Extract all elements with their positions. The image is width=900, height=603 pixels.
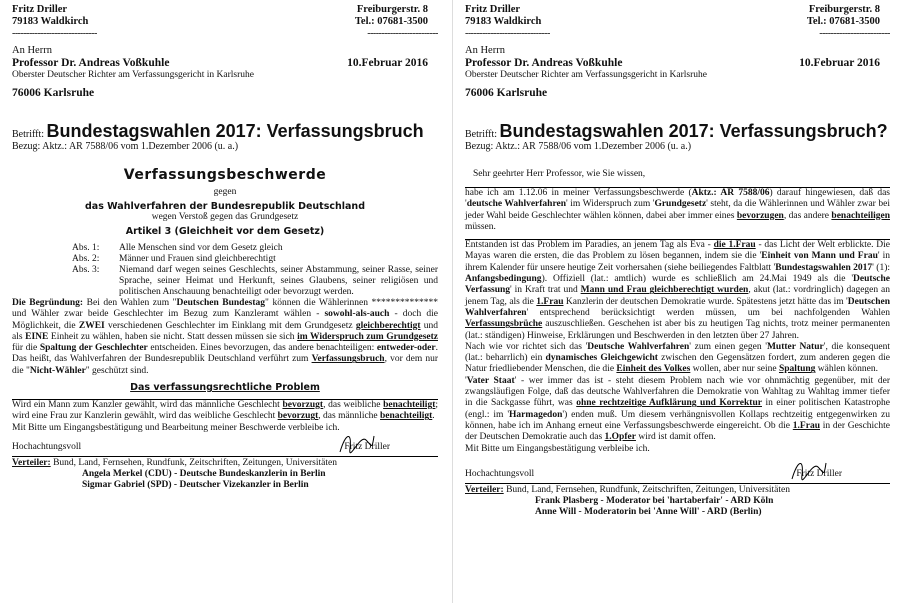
sender-city: 79183 Waldkirch (465, 16, 542, 27)
text-run: Mann und Frau gleichberechtigt wurden (580, 285, 749, 296)
text-run: benachteiligt (380, 411, 433, 422)
text-run: ' zum einen gegen ' (689, 341, 767, 352)
an-herrn: An Herrn (465, 45, 505, 56)
regards: Hochachtungsvoll (12, 441, 82, 452)
text-run: zwischen den Gegensätzen fordert, zum anderen gegen die Natur friedliebender Menschen, die die (465, 353, 890, 375)
text-run: Nach wie vor richtet sich das ' (465, 341, 588, 352)
recipient-city: 76006 Karlsruhe (465, 87, 548, 99)
absatz-item (72, 265, 438, 298)
text-run: ' entsprechend berücksichtigt werden müssen, um bei nachfolgenden Wahlen (526, 307, 890, 318)
recipient-name: Professor Dr. Andreas Voßkuhle (12, 57, 170, 69)
signature-scribble-icon (788, 457, 828, 483)
signature-text: Fritz Driller (796, 468, 842, 479)
absatz-text: Niemand darf wegen seines Geschlechts, seiner Abstammung, seiner Rasse, seiner Sprache, seiner Heimat und Herkunft, seines Glaubens, seiner religiösen und politischen Anschauung benachteiligt oder bevorzugt werden. (119, 265, 438, 297)
text-run: ) darauf hingewiesen, daß das ' (465, 188, 890, 210)
text-run: " können die Wählerinnen ************** und Wähler zwar beide Geschlechter im Bezug zum Kanzleramt wählen - (12, 298, 438, 320)
text-run: Spaltung der Geschlechter (39, 343, 148, 354)
text-run: Wird ein Mann zum Kanzler gewählt, wird das männliche Geschlecht (12, 400, 283, 411)
signature-name (344, 442, 390, 452)
text-run: Harmagedon (509, 409, 563, 420)
text-run: auszuschließen. Geschehen ist aber bis zu heutigen Tag nichts, trotz meiner permanenten (lat.: ständigen) Hinweise, Erklärungen und Beschwerden in den letzten über 27 Jahren. (465, 319, 890, 341)
letter-date: 10.Februar 2016 (799, 57, 880, 69)
text-run: entscheiden. Eines bevorzugen, das andere benachteiligen: (147, 343, 377, 354)
text-run: Deutschen Bundestag (176, 298, 266, 308)
text-run: ZWEI (78, 320, 105, 331)
sender-city: 79183 Waldkirch (12, 16, 89, 27)
letter-page-right (452, 0, 900, 603)
absatz-label: Abs. 1: (72, 243, 100, 253)
absatz-label: Abs. 2: (72, 254, 100, 264)
text-run: Kanzlerin der deutschen Demokratie wurde. Spätestens jetzt hätte das im ' (563, 296, 848, 307)
text-run: in der Geschichte der Deutschen Demokratie auch das (465, 420, 890, 443)
distribution-label: Verteiler: (12, 457, 51, 468)
subject-label: Betrifft: (465, 129, 498, 140)
reference-line: Bezug: Aktz.: AR 7588/06 vom 1.Dezember 2006 (u. a.) (12, 141, 239, 152)
problem-heading-text: Das verfassungsrechtliche Problem (130, 382, 320, 394)
cc-recipient: Anne Will - Moderatorin bei 'Anne Will' - ARD (Berlin) (535, 506, 762, 517)
text-run: bevorzugt (277, 411, 319, 422)
problem-paragraph (12, 400, 438, 423)
text-run: . Das heißt, das Wahlverfahren der Bundesrepublik Deutschland verführt zum (12, 343, 438, 365)
wahlverfahren-heading: das Wahlverfahren der Bundesrepublik Deutschland (84, 201, 365, 212)
signature-block (12, 442, 438, 452)
text-run: , vor dem nur die " (12, 354, 438, 376)
closing-line: Mit Bitte um Eingangsbestätigung verbleibe ich. (465, 443, 650, 454)
text-run: Aktz.: AR 7588/06 (691, 188, 770, 198)
text-run: 1.Opfer (604, 432, 636, 443)
absatz-item (72, 243, 438, 254)
cc-recipient: Angela Merkel (CDU) - Deutsche Bundeskanzlerin in Berlin (82, 468, 326, 479)
text-run: dynamisches Gleichgewicht (545, 353, 658, 364)
sender-name: Fritz Driller (465, 4, 521, 15)
text-run: und als (12, 320, 439, 342)
text-run: ' - wer immer das ist - steht diesem Problem nach wie vor ohnmächtig gegenüber, mit der zwangsläufigen Folge, daß das deutsche Wahlverfahren die Demokratie von Wahltag zu Wahltag immer tiefer in die Sackgasse führt, was (465, 375, 890, 409)
text-run: , das andere (783, 210, 832, 221)
text-run: ohne rechtzeitige Aufklärung und Korrektur (576, 398, 762, 409)
problem-heading (12, 382, 438, 393)
signature-name (796, 469, 842, 479)
cc-recipient: Frank Plasberg - Moderator bei 'hartaberfair' - ARD Köln (535, 495, 774, 506)
text-run: ', die konsequent (lat.: beharrlich) ein (465, 341, 891, 364)
sender-header (12, 4, 438, 28)
text-run: , das männliche (318, 411, 381, 422)
text-run: Bundestagswahlen 2017 (775, 262, 873, 273)
text-run: für die (12, 343, 40, 354)
text-run: ). Offiziell (lat.: amtlich) wurde es schließlich am 24.Mai 1949 als die ' (541, 274, 854, 285)
text-run: Nicht-Wähler (29, 365, 86, 376)
text-run: Verfassungsbruch (311, 354, 385, 365)
text-run: ') enden muß. Um diesem verhängnisvollen Kollaps rechtzeitig entgegenwirken zu können, habe ich im Anhang erneut eine Verfassungsbeschwerde eingereicht. Ob die (465, 409, 890, 431)
an-herrn: An Herrn (12, 45, 52, 56)
text-run: gleichberechtigt (355, 320, 421, 331)
distribution-text: Bund, Land, Fernsehen, Rundfunk, Zeitschriften, Zeitungen, Universitäten (50, 457, 337, 468)
paragraph-3 (465, 342, 890, 376)
distribution-line (465, 485, 890, 496)
text-run: deutsche Wahlverfahren (466, 199, 567, 210)
document-title: Verfassungsbeschwerde (123, 167, 327, 183)
text-run: Die Begründung: (12, 298, 84, 308)
text-run: Deutsche Verfassung (465, 274, 890, 296)
text-run: Grundgesetz (654, 199, 707, 210)
distribution-list (12, 456, 438, 491)
text-run: benachteiligt (383, 400, 436, 411)
signature-text: Fritz Driller (344, 441, 390, 452)
paragraph-4 (465, 376, 890, 444)
subject-label: Betrifft: (12, 129, 45, 140)
distribution-label: Verteiler: (465, 484, 504, 495)
subject-title: Bundestagswahlen 2017: Verfassungsbruch (46, 121, 424, 141)
recipient-address (12, 45, 438, 81)
dash-line: ------------------------------ (12, 28, 97, 39)
distribution-text: Bund, Land, Fernsehen, Rundfunk, Zeitschriften, Zeitungen, Universitäten (503, 484, 790, 495)
text-run: habe ich am 1.12.06 in meiner Verfassungsbeschwerde ( (465, 188, 692, 198)
text-run: Einheit des Volkes (616, 364, 691, 375)
text-run: ' steht, da die Wählerinnen und Wähler zwar bei jeder Wahl beide Geschlechter wählen können, dabei aber immer eines (465, 199, 890, 221)
text-run: müssen. (465, 221, 496, 232)
text-run: wählen können. (815, 364, 878, 375)
recipient-address (465, 45, 890, 81)
recipient-city: 76006 Karlsruhe (12, 87, 95, 99)
text-run: entweder-oder (376, 343, 436, 354)
wegen-line: wegen Verstoß gegen das Grundgesetz (151, 212, 299, 222)
recipient-role: Oberster Deutscher Richter am Verfassungsgericht in Karlsruhe (12, 70, 254, 80)
sender-tel: Tel.: 07681-3500 (806, 16, 880, 27)
gegen: gegen (213, 187, 237, 197)
closing-line: Mit Bitte um Eingangsbestätigung und Bearbeitung meiner Beschwerde verbleibe ich. (12, 422, 340, 433)
text-run: wird ist damit offen. (635, 432, 716, 443)
absatz-item (72, 254, 438, 265)
text-run: " geschützt sind. (85, 365, 149, 376)
signature-block (465, 469, 890, 479)
salutation: Sehr geehrter Herr Professor, wie Sie wissen, (473, 169, 646, 179)
text-run: - das Licht der Welt erblickte. Die Mayas waren die ersten, die das Problem zu lösen begannen, indem sie die ' (465, 240, 890, 262)
text-run: Anfangsbedingung (465, 274, 542, 285)
text-run: Bei den Wahlen zum " (83, 298, 177, 308)
distribution-list (465, 483, 890, 518)
recipient-name: Professor Dr. Andreas Voßkuhle (465, 57, 623, 69)
letter-date: 10.Februar 2016 (347, 57, 428, 69)
absatz-text: Männer und Frauen sind gleichberechtigt (119, 254, 276, 264)
begruendung-paragraph (12, 298, 438, 377)
text-run: sowohl-als-auch (324, 309, 390, 320)
text-run: Entstanden ist das Problem im Paradies, an jenem Tag als Eva - (465, 240, 714, 251)
sender-street: Freiburgerstr. 8 (356, 4, 428, 15)
sender-tel: Tel.: 07681-3500 (354, 16, 428, 27)
absatz-list (72, 243, 438, 298)
distribution-line (12, 458, 438, 469)
text-run: die 1.Frau (713, 240, 756, 251)
recipient-role: Oberster Deutscher Richter am Verfassungsgericht in Karlsruhe (465, 70, 707, 80)
text-run: , das weibliche (323, 400, 384, 411)
sender-name: Fritz Driller (12, 4, 68, 15)
regards: Hochachtungsvoll (465, 468, 535, 479)
cc-recipient: Sigmar Gabriel (SPD) - Deutscher Vizekanzler in Berlin (82, 479, 309, 490)
paragraph-2 (465, 240, 890, 342)
sender-header (465, 4, 890, 28)
text-run: in einer politischen Katastrophe (engl.: im ' (465, 398, 890, 420)
text-run: verschiedenen Geschlechter im Einklang mit dem Grundgesetz (104, 320, 356, 331)
text-run: EINE (25, 331, 49, 342)
text-run: Deutschen Wahlverfahren (465, 296, 890, 318)
text-run: ' (465, 375, 467, 386)
artikel-heading: Artikel 3 (Gleichheit vor dem Gesetz) (125, 226, 325, 237)
dash-line: ------------------------------ (465, 28, 550, 39)
dash-line: ------------------------- (367, 28, 438, 39)
text-run: , akut (lat.: vordringlich) dagegen an jenem Tag, als die (465, 285, 890, 307)
subject-title: Bundestagswahlen 2017: Verfassungsbruch? (499, 121, 888, 141)
text-run: Spaltung (778, 364, 816, 375)
text-run: bevorzugen (736, 210, 784, 221)
absatz-label: Abs. 3: (72, 265, 100, 275)
text-run: Verfassungsbrüche (465, 319, 543, 330)
text-run: bevorzugt (282, 400, 324, 411)
text-run: im Widerspruch zum Grundgesetz (297, 331, 438, 342)
text-run: - doch die Möglichkeit, die (12, 309, 438, 331)
paragraph-1 (465, 188, 890, 233)
sender-street: Freiburgerstr. 8 (808, 4, 880, 15)
text-run: ; wird eine Frau zur Kanzlerin gewählt, wird das weibliche Geschlecht (12, 400, 438, 422)
text-run: ' im Widerspruch zum ' (566, 199, 655, 210)
text-run: Vater Staat (466, 375, 515, 386)
signature-scribble-icon (336, 430, 376, 456)
dash-line: ------------------------- (819, 28, 890, 39)
letter-page-left (0, 0, 448, 603)
text-run: 1.Frau (792, 420, 820, 431)
text-run: Einheit zu wählen, haben sie nicht. Statt dessen müssen sie sich (48, 331, 298, 342)
text-run: Deutsche Wahlverfahren (587, 341, 690, 352)
text-run: Einheit von Mann und Frau (761, 251, 878, 262)
text-run: 1.Frau (536, 296, 564, 307)
text-run: . (432, 411, 435, 422)
text-run: ' in Kraft trat und (510, 285, 581, 296)
text-run: Mutter Natur (766, 341, 824, 352)
text-run: ' in ihrem Kalender für unsere heutige Zeit vorhersahen (siehe beiliegendes Faltblatt ' (465, 251, 890, 273)
text-run: wollen, aber nur seine (690, 364, 779, 375)
text-run: benachteiligen (831, 210, 890, 221)
text-run: ' (1): (872, 262, 890, 273)
reference-line: Bezug: Aktz.: AR 7588/06 vom 1.Dezember 2006 (u. a.) (465, 141, 692, 152)
absatz-text: Alle Menschen sind vor dem Gesetz gleich (119, 243, 283, 253)
